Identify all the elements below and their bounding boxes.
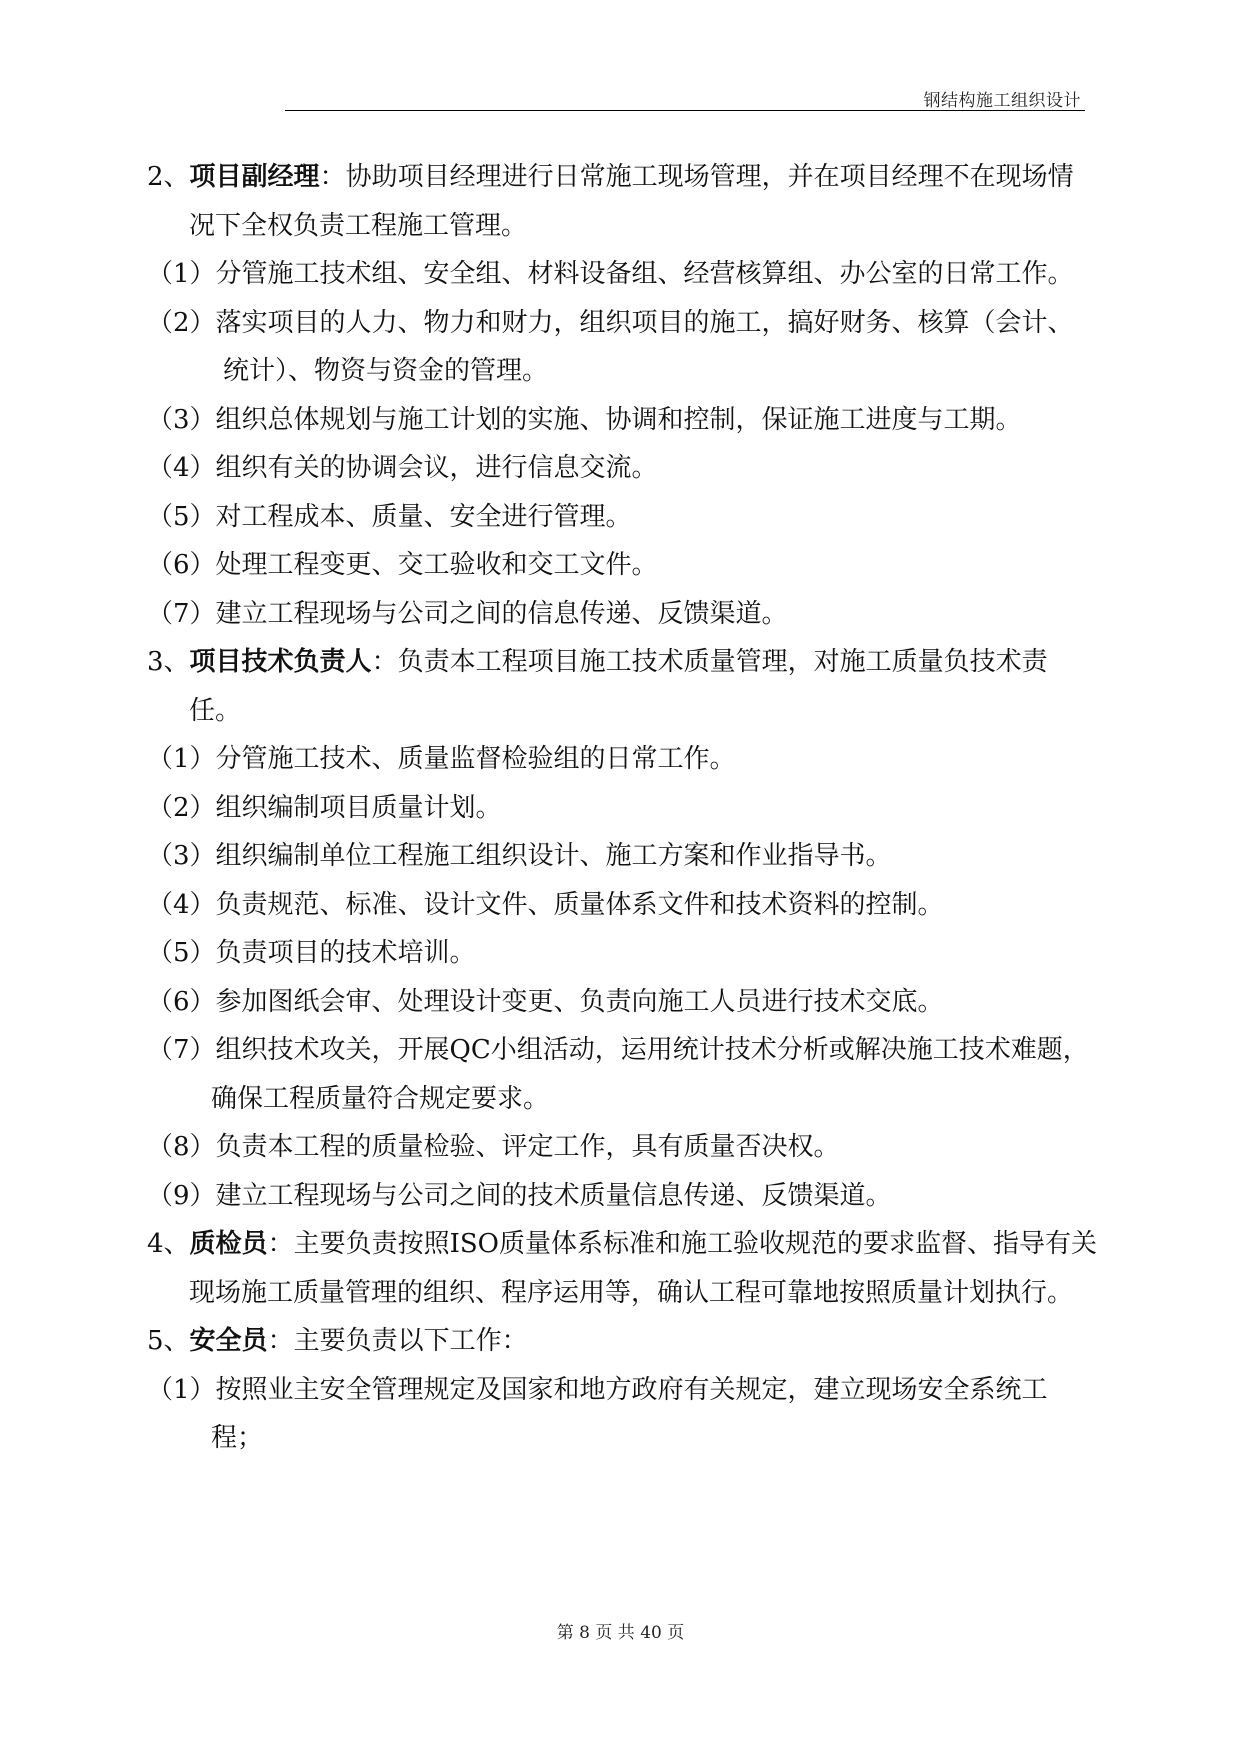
list-item <box>147 784 1097 833</box>
item-number: （7） <box>147 598 216 629</box>
section-number: 2、 <box>147 162 190 192</box>
list-item <box>147 1026 1097 1123</box>
item-text: 组织技术攻关，开展QC小组活动，运用统计技术分析或解决施工技术难题，确保工程质量符合规定要求。 <box>211 1035 1089 1114</box>
section-label: 安全员 <box>189 1326 268 1356</box>
item-text: 分管施工技术组、安全组、材料设备组、经营核算组、办公室的日常工作。 <box>215 259 1074 289</box>
item-number: （4） <box>147 889 216 920</box>
section-label: 项目副经理 <box>189 162 320 192</box>
item-text: 组织编制项目质量计划。 <box>215 792 502 823</box>
list-item <box>147 493 1097 542</box>
item-text: 负责规范、标准、设计文件、质量体系文件和技术资料的控制。 <box>215 889 944 920</box>
list-item <box>147 1172 1097 1221</box>
item-number: （5） <box>147 938 216 968</box>
item-number: （1） <box>147 1374 216 1405</box>
item-number: （7） <box>147 1035 216 1065</box>
item-text: 建立工程现场与公司之间的技术质量信息传递、反馈渠道。 <box>215 1180 892 1211</box>
section-colon: ： <box>267 1229 294 1259</box>
section-label: 项目技术负责人 <box>189 647 372 677</box>
section-5-heading <box>147 1317 1097 1366</box>
item-number: （2） <box>147 307 216 338</box>
list-item <box>147 735 1097 784</box>
item-number: （1） <box>147 259 216 289</box>
item-number: （6） <box>147 986 216 1017</box>
list-item <box>147 881 1097 930</box>
list-item <box>147 541 1097 590</box>
list-item <box>147 1366 1097 1463</box>
list-item <box>147 396 1097 445</box>
item-text: 处理工程变更、交工验收和交工文件。 <box>215 550 658 580</box>
list-item <box>147 299 1097 396</box>
list-item <box>147 590 1097 639</box>
list-item <box>147 929 1097 978</box>
list-item <box>147 832 1097 881</box>
section-label: 质检员 <box>189 1229 268 1259</box>
list-item <box>147 444 1097 493</box>
section-colon: ： <box>267 1326 294 1356</box>
section-text: 负责本工程项目施工技术质量管理，对施工质量负技术责任。 <box>189 647 1048 726</box>
header-rule <box>285 110 1085 111</box>
list-item <box>147 978 1097 1027</box>
section-number: 4、 <box>147 1229 190 1259</box>
item-text: 对工程成本、质量、安全进行管理。 <box>215 501 632 532</box>
page-footer: 第 8 页 共 40 页 <box>556 1623 685 1643</box>
item-text: 参加图纸会审、处理设计变更、负责向施工人员进行技术交底。 <box>215 986 944 1017</box>
item-text: 按照业主安全管理规定及国家和地方政府有关规定，建立现场安全系统工程； <box>211 1374 1048 1453</box>
section-text: 主要负责以下工作： <box>293 1326 528 1356</box>
item-number: （4） <box>147 453 216 483</box>
list-item <box>147 1123 1097 1172</box>
item-number: （5） <box>147 501 216 532</box>
item-text: 负责本工程的质量检验、评定工作，具有质量否决权。 <box>215 1132 840 1162</box>
section-number: 3、 <box>147 647 190 677</box>
item-number: （1） <box>147 744 216 774</box>
item-number: （9） <box>147 1180 216 1211</box>
section-3-heading <box>147 638 1097 735</box>
item-text: 建立工程现场与公司之间的信息传递、反馈渠道。 <box>215 598 788 629</box>
section-colon: ： <box>371 647 398 677</box>
section-text: 协助项目经理进行日常施工现场管理，并在项目经理不在现场情况下全权负责工程施工管理。 <box>189 162 1074 241</box>
item-number: （2） <box>147 792 216 823</box>
section-2-heading <box>147 153 1097 250</box>
item-number: （6） <box>147 550 216 580</box>
section-4-heading <box>147 1220 1097 1317</box>
section-number: 5、 <box>147 1326 190 1356</box>
item-text: 负责项目的技术培训。 <box>215 938 476 968</box>
list-item <box>147 250 1097 299</box>
item-text: 落实项目的人力、物力和财力，组织项目的施工，搞好财务、核算（会计、统计）、物资与资金的管理。 <box>215 307 1074 386</box>
item-text: 组织总体规划与施工计划的实施、协调和控制，保证施工进度与工期。 <box>215 404 1022 435</box>
header-title: 钢结构施工组织设计 <box>923 91 1081 111</box>
item-number: （8） <box>147 1132 216 1162</box>
item-text: 组织有关的协调会议，进行信息交流。 <box>215 453 658 483</box>
item-number: （3） <box>147 841 216 871</box>
section-colon: ： <box>319 162 346 192</box>
section-text: 主要负责按照ISO质量体系标准和施工验收规范的要求监督、指导有关现场施工质量管理的组织、程序运用等，确认工程可靠地按照质量计划执行。 <box>189 1229 1097 1308</box>
page-body <box>147 153 1097 1463</box>
item-number: （3） <box>147 404 216 435</box>
item-text: 分管施工技术、质量监督检验组的日常工作。 <box>215 744 736 774</box>
item-text: 组织编制单位工程施工组织设计、施工方案和作业指导书。 <box>215 841 892 871</box>
